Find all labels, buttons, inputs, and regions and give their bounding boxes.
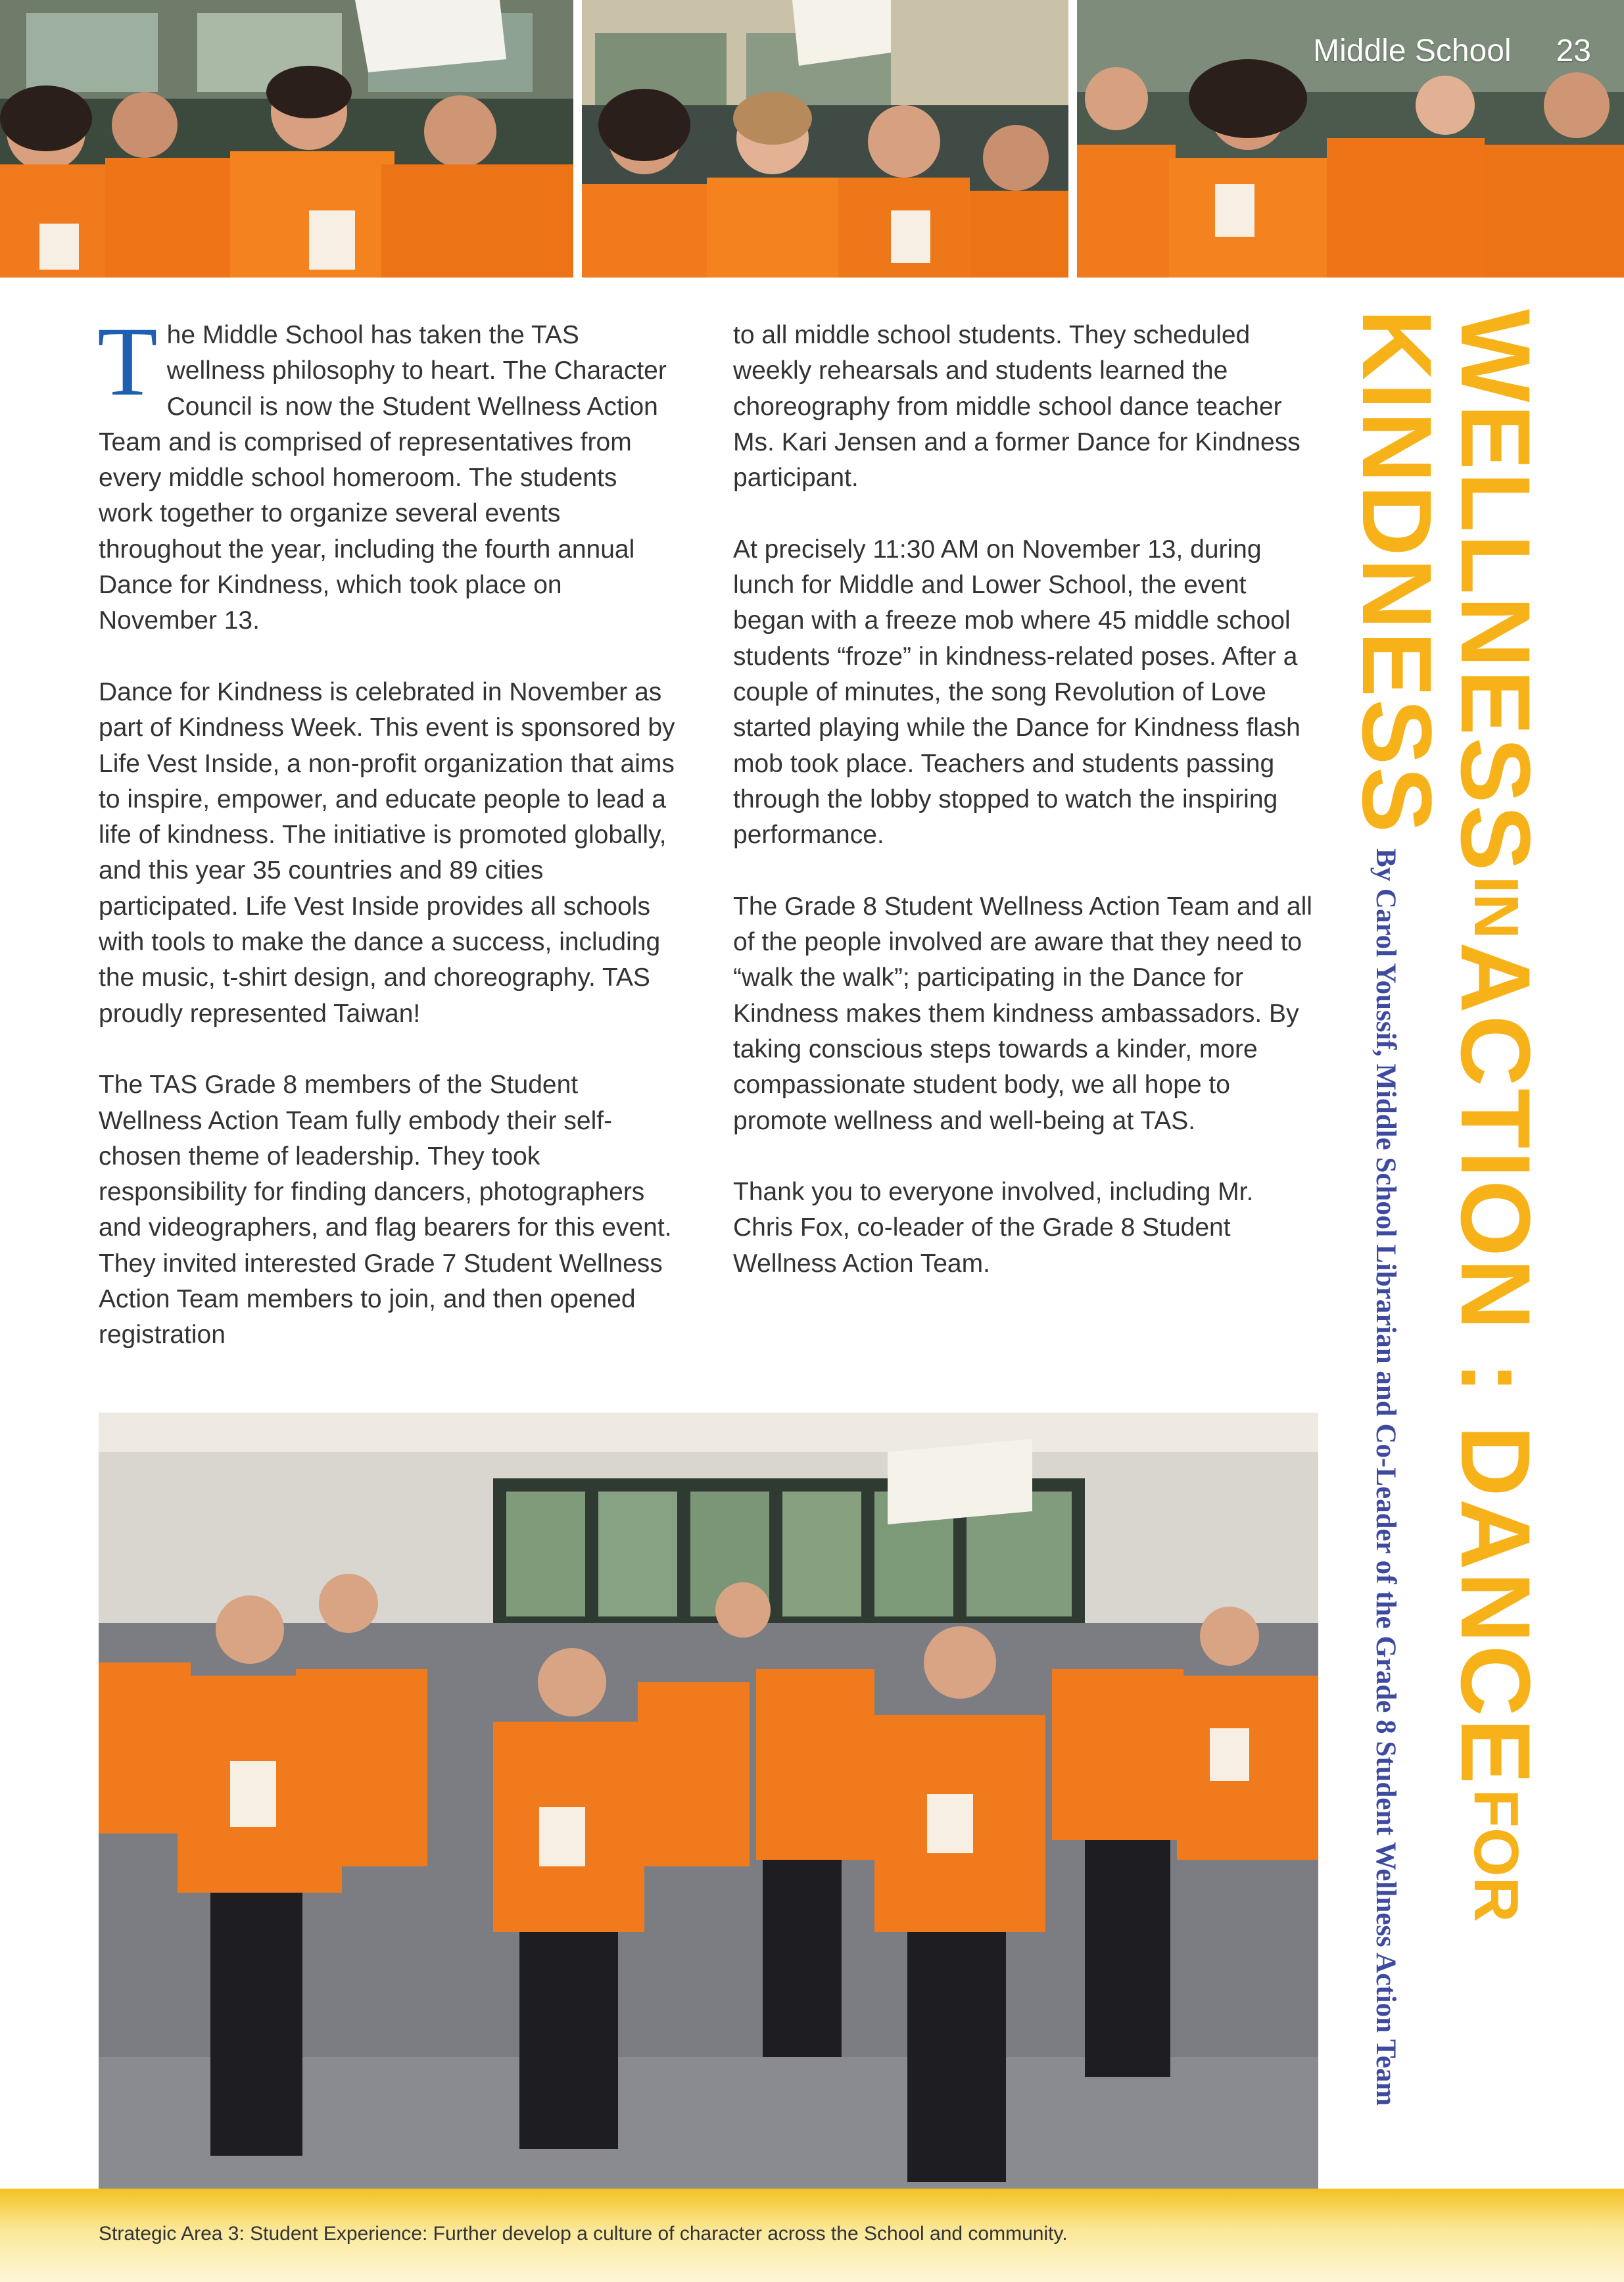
title-line-2: KINDNESS	[1342, 309, 1452, 835]
photo-top-middle	[582, 0, 1068, 278]
photo-bottom	[99, 1413, 1318, 2189]
article-paragraph	[97, 307, 677, 639]
footer-band	[0, 2189, 1624, 2282]
page-number: 23	[1556, 34, 1591, 68]
title-word: FOR	[1461, 1789, 1531, 1922]
title-line-1	[1441, 309, 1551, 1922]
article-paragraph: The TAS Grade 8 members of the Student Wellness Action Team fully embody their self-chosen theme of leadership. They took responsibility for finding dancers, photographers and videographers, and flag bearers for this event. They invited interested Grade 7 Student Wellness Action Team members to join, and then opened registration	[99, 1071, 672, 1349]
article-paragraph: The Grade 8 Student Wellness Action Team and all of the people involved are aware that they need to “walk the walk”; participating in the Dance for Kindness makes them kindness ambassadors. By taking conscious steps towards a kinder, more compassionate student body, we all hope to promote wellness and well-being at TAS.	[733, 892, 1312, 1135]
footer-text: Strategic Area 3: Student Experience: Further develop a culture of character across the School and community.	[99, 2223, 1068, 2245]
article-column-right	[733, 318, 1318, 1317]
photo-top-left-image	[0, 0, 573, 278]
article-paragraph: to all middle school students. They scheduled weekly rehearsals and students learned the choreography from middle school dance teacher Ms. Kari Jensen and a former Dance for Kindness participant.	[733, 321, 1301, 493]
photo-top-left	[0, 0, 573, 278]
article-paragraph: Thank you to everyone involved, including Mr. Chris Fox, co-leader of the Grade 8 Student Wellness Action Team.	[733, 1178, 1254, 1278]
paragraph-text: he Middle School has taken the TAS wellness philosophy to heart. The Character Council is now the Student Wellness Action Team and is comprised of representatives from every middle school homeroom. The students work together to organize several events throughout the year, including the fourth annual Dance for Kindness, which took place on November 13.	[99, 321, 667, 635]
byline: By Carol Youssif, Middle School Librarian and Co-Leader of the Grade 8 Student Wellness Action Team	[1370, 848, 1401, 2106]
article-column-left	[97, 307, 677, 1389]
section-name: Middle School	[1313, 34, 1512, 68]
drop-cap: T	[97, 307, 158, 416]
article-paragraph: At precisely 11:30 AM on November 13, during lunch for Middle and Lower School, the event began with a freeze mob where 45 middle school students “froze” in kindness-related poses. After a couple of minutes, the song Revolution of Love started playing while the Dance for Kindness flash mob took place. Teachers and students passing through the lobby stopped to watch the inspiring performance.	[733, 535, 1301, 850]
photo-top-middle-image	[582, 0, 1068, 278]
title-word: IN	[1461, 875, 1531, 939]
title-word: WELLNESS	[1441, 309, 1551, 873]
article-paragraph: Dance for Kindness is celebrated in November as part of Kindness Week. This event is sponsored by Life Vest Inside, a non-profit organization that aims to inspire, empower, and educate people to lead a life of kindness. The initiative is promoted globally, and this year 35 countries and 89 cities participated. Life Vest Inside provides all schools with tools to make the dance a success, including the music, t-shirt design, and choreography. TAS proudly represented Taiwan!	[99, 677, 675, 1028]
running-header	[1313, 33, 1591, 69]
title-word: ACTION : DANCE	[1441, 942, 1551, 1786]
photo-bottom-image	[99, 1413, 1318, 2189]
